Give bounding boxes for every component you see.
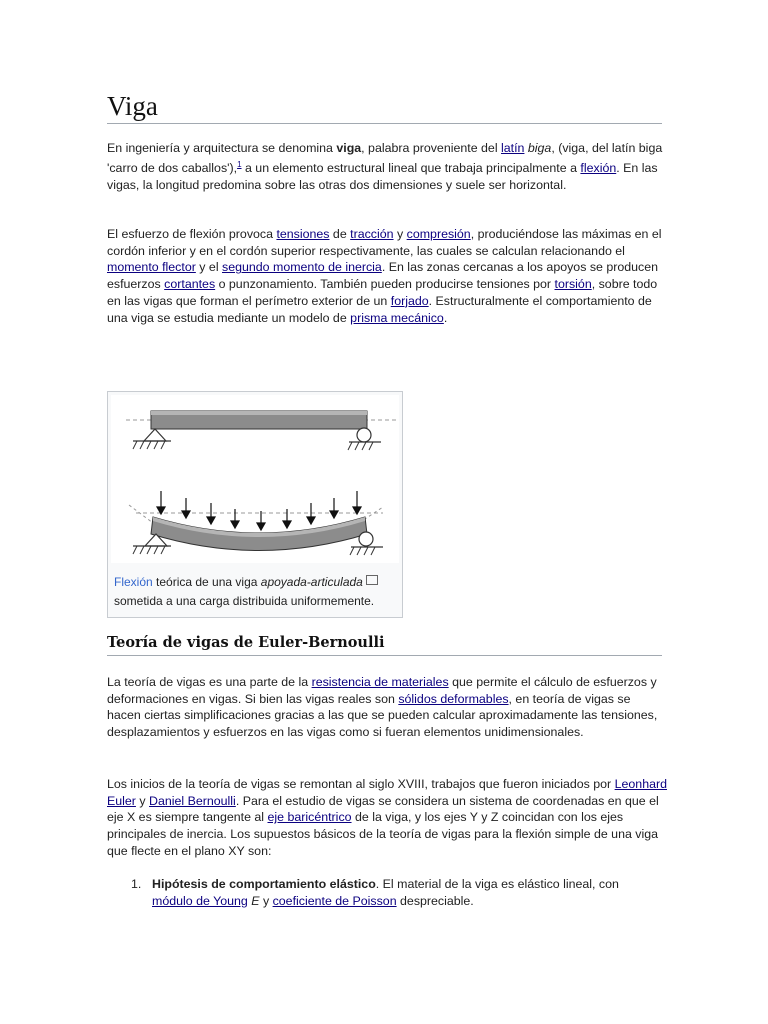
- text: teórica de una viga: [152, 575, 261, 589]
- enlarge-icon[interactable]: [366, 575, 378, 585]
- text: de: [329, 227, 351, 241]
- text: de la viga, y los ejes Y y Z coincidan con los ejes principales de inercia. Los supuestos básicos de la teoría de vigas para la flexión simple de una viga que flecte en el plano XY son:: [107, 810, 659, 858]
- history-paragraph: [107, 776, 667, 860]
- text: . Estructuralmente el comportamiento de una viga se estudia mediante un modelo de: [107, 293, 652, 325]
- theory-paragraph: [107, 674, 667, 741]
- link-solidos-deformables[interactable]: sólidos deformables: [398, 691, 509, 706]
- text: En ingeniería y arquitectura se denomina: [107, 141, 337, 155]
- text: , produciéndose las máximas en el cordón inferior y en el cordón superior respectivamente, las cuales se calculan relacionando el: [107, 227, 662, 258]
- figure-caption: [114, 573, 398, 611]
- link-momento-flector[interactable]: momento flector: [107, 260, 196, 275]
- text: El esfuerzo de flexión provoca: [107, 227, 277, 241]
- text: sometida a una carga distribuida uniformemente.: [114, 594, 375, 608]
- link-flexion[interactable]: flexión: [580, 160, 617, 175]
- intro-paragraph: [107, 140, 667, 193]
- list-number: 1.: [131, 877, 142, 891]
- link-segundo-momento-inercia[interactable]: segundo momento de inercia: [222, 260, 382, 275]
- link-forjado[interactable]: forjado: [390, 293, 429, 308]
- text: , sobre todo en las vigas que forman el perímetro exterior de un: [107, 277, 658, 308]
- link-eje-baricentrico[interactable]: eje baricéntrico: [267, 810, 352, 825]
- text: que permite el cálculo de esfuerzos y deformaciones en vigas. Si bien las vigas reales son: [107, 675, 657, 706]
- text: o punzonamiento. También pueden producirse tensiones por: [215, 277, 555, 292]
- text: . Para el estudio de vigas se considera un sistema de coordenadas en que el eje X es siempre tangente al: [107, 793, 659, 825]
- page-title: Viga: [107, 91, 158, 121]
- bold-term: viga: [336, 141, 362, 155]
- title-divider: [107, 123, 662, 124]
- link-prisma-mecanico[interactable]: prisma mecánico: [350, 310, 444, 325]
- text: y: [393, 227, 407, 241]
- link-resistencia-materiales[interactable]: resistencia de materiales: [311, 675, 449, 689]
- text: . En las zonas cercanas a los apoyos se producen esfuerzos: [107, 260, 659, 292]
- text: . En las vigas, la longitud predomina sobre las otras dos dimensiones y suele ser horizontal.: [107, 160, 658, 192]
- reference-link[interactable]: 1: [237, 159, 242, 169]
- section-divider: [107, 655, 662, 656]
- text: .: [443, 310, 448, 325]
- text: despreciable.: [396, 893, 474, 908]
- bold-term: Hipótesis de comportamiento elástico: [152, 877, 376, 891]
- link-leonhard-euler[interactable]: Leonhard Euler: [107, 777, 667, 808]
- link-cortantes[interactable]: cortantes: [164, 277, 216, 292]
- link-torsion[interactable]: torsión: [554, 277, 592, 292]
- beam-diagram-image[interactable]: [111, 395, 399, 563]
- link-tensiones[interactable]: tensiones: [276, 227, 330, 241]
- stress-paragraph: [107, 226, 667, 326]
- text: , (viga, del latín biga 'carro de dos caballos'),: [107, 141, 663, 175]
- text: La teoría de vigas es una parte de la: [107, 675, 312, 689]
- link-daniel-bernoulli[interactable]: Daniel Bernoulli: [149, 793, 236, 808]
- caption-link-flexion[interactable]: Flexión: [114, 575, 153, 589]
- list-item-text: [152, 876, 652, 909]
- text: . El material de la viga es elástico lineal, con: [375, 877, 619, 891]
- text: y el: [195, 260, 223, 275]
- italic-term: E: [251, 893, 260, 908]
- text: , en teoría de vigas se hacen ciertas simplificaciones gracias a las que se pueden calcular aproximadamente las tensiones, desplazamientos y esfuerzos en las vigas como si fueran elementos unidimensionales.: [107, 691, 658, 740]
- text: y: [259, 893, 273, 908]
- link-compresion[interactable]: compresión: [406, 227, 471, 241]
- text: y: [135, 793, 150, 808]
- beam-bending-diagram: [111, 395, 399, 563]
- text: a un elemento estructural lineal que trabaja principalmente a: [241, 160, 581, 175]
- text: , palabra proveniente del: [361, 141, 502, 155]
- link-latin[interactable]: latín: [501, 141, 525, 155]
- text: Los inicios de la teoría de vigas se remontan al siglo XVIII, trabajos que fueron iniciados por: [107, 777, 615, 791]
- link-traccion[interactable]: tracción: [350, 227, 394, 241]
- italic-term: biga: [527, 141, 552, 155]
- link-coeficiente-poisson[interactable]: coeficiente de Poisson: [272, 893, 397, 908]
- beam-figure: [107, 391, 403, 618]
- section-heading: Teoría de vigas de Euler-Bernoulli: [107, 634, 385, 651]
- link-modulo-young[interactable]: módulo de Young: [152, 893, 248, 908]
- italic-term: apoyada-articulada: [260, 575, 363, 589]
